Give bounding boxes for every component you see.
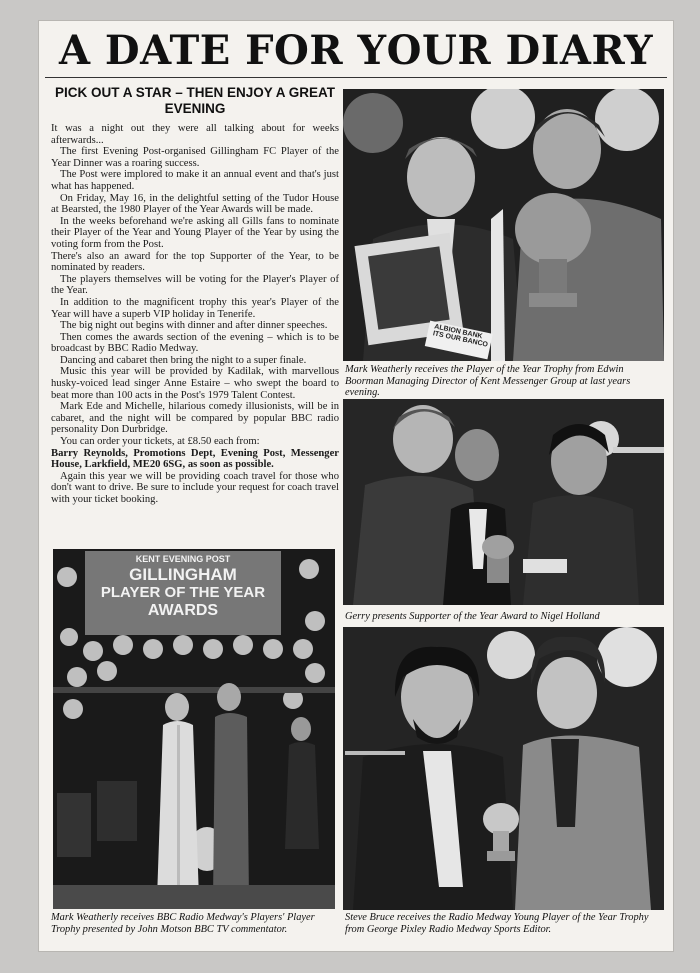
article-paragraph: You can order your tickets, at £8.50 each from: — [60, 436, 260, 448]
ticket-address-text: Barry Reynolds, Promotions Dept, Evening Post, Messenger House, Larkfield, ME20 6SG, as soon as possible. — [51, 447, 339, 471]
banner-text — [85, 553, 281, 620]
caption-photo-4: Steve Bruce receives the Radio Medway Young Player of the Year Trophy from George Pixley Radio Medway Sports Editor. — [345, 912, 649, 935]
article-paragraph: Then comes the awards section of the evening – which is to be broadcast by BBC Radio Medway. — [51, 331, 339, 355]
banner-line-1: KENT EVENING POST — [135, 554, 231, 564]
banner-line-2: GILLINGHAM — [129, 565, 237, 584]
caption-photo-1: Mark Weatherly receives the Player of the Year Trophy from Edwin Boorman Managing Director of Kent Messenger Group at last years evening. — [345, 364, 631, 399]
article-paragraph: In the weeks beforehand we're asking all Gills fans to nominate their Player of the Year and Young Player of the Year by using the voting form from the Post. — [51, 215, 339, 250]
article-paragraph: In addition to the magnificent trophy this year's Player of the Year will have a superb VIP holiday in Tenerife. — [51, 296, 339, 320]
photo-players-player-trophy — [53, 549, 335, 909]
article-paragraph: Dancing and cabaret then bring the night to a super finale. — [60, 354, 307, 366]
photo-player-of-year-trophy — [343, 89, 664, 361]
article-paragraph: It was a night out they were all talking about for weeks afterwards... — [51, 123, 339, 146]
photo-supporter-award — [343, 399, 664, 605]
banner-line-4: AWARDS — [147, 602, 219, 619]
article-paragraph: There's also an award for the top Supporter of the Year, to be nominated by readers. — [51, 250, 339, 274]
banner-line-3: PLAYER OF THE YEAR — [100, 584, 266, 601]
article-paragraph: The big night out begins with dinner and after dinner speeches. — [60, 320, 328, 332]
article-body — [51, 123, 339, 506]
article-paragraph: The first Evening Post-organised Gillingham FC Player of the Year Dinner was a roaring success. — [51, 146, 339, 169]
photo-young-player-trophy — [343, 627, 664, 910]
caption-photo-2: Gerry presents Supporter of the Year Award to Nigel Holland — [345, 611, 600, 622]
article-column — [51, 85, 339, 506]
caption-photo-3: Mark Weatherly receives BBC Radio Medway's Players' Player Trophy presented by John Motson BBC TV commentator. — [51, 912, 315, 935]
page-headline: A DATE FOR YOUR DIARY — [58, 27, 654, 74]
article-paragraph: The players themselves will be voting for the Player's Player of the Year. — [51, 273, 339, 297]
article-subhead: PICK OUT A STAR – THEN ENJOY A GREAT EVENING — [54, 85, 336, 116]
article-paragraph: Music this year will be provided by Kadilak, with marvellous husky-voiced lead singer Anne Estaire – who swept the board to beat more than 100 acts in the Post's 1979 Talent Contest. — [51, 366, 339, 401]
article-paragraph: Mark Ede and Michelle, hilarious comedy illusionists, will be in cabaret, and the night will be compared by popular BBC radio personality Don Durbridge. — [51, 401, 339, 436]
ticket-address — [51, 448, 339, 471]
article-paragraph: On Friday, May 16, in the delightful setting of the Tudor House at Bearsted, the 1980 Player of the Year Awards will be made. — [51, 192, 339, 216]
article-paragraph: The Post were implored to make it an annual event and that's just what has happened. — [51, 169, 339, 192]
headline-rule — [45, 77, 667, 78]
banner-sign-text: ALBION BANK ITS OUR BANCO — [432, 323, 489, 349]
article-paragraph: Again this year we will be providing coach travel for those who don't want to drive. Be sure to include your request for coach travel with your ticket booking. — [51, 470, 339, 505]
magazine-page — [38, 20, 674, 952]
